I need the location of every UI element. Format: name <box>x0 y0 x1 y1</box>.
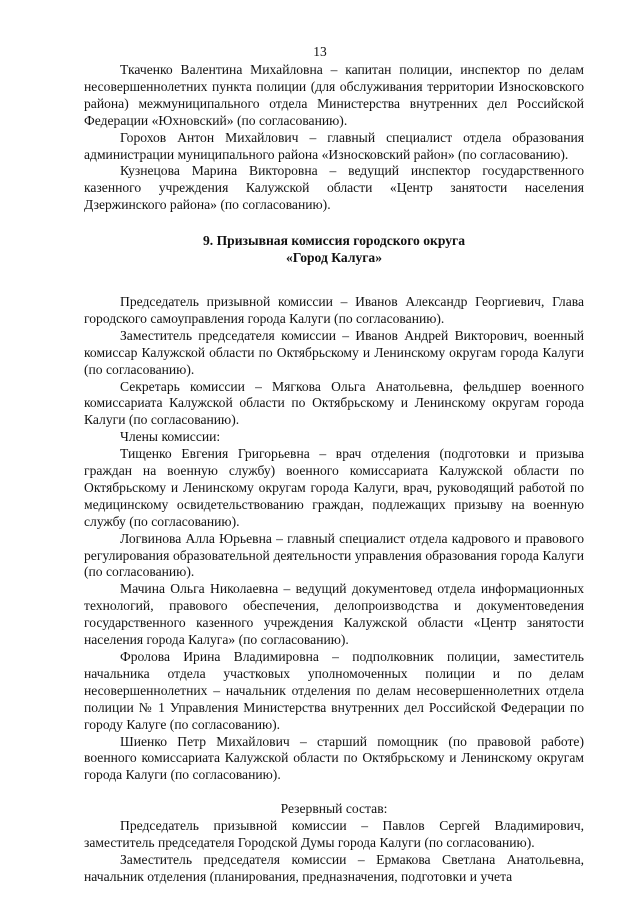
document-body <box>84 62 584 886</box>
member-logvinova: Логвинова Алла Юрьевна – главный специалист отдела кадрового и правового регулирования образовательной деятельности управления образования города Калуги (по согласованию). <box>84 530 584 580</box>
member-frolova: Фролова Ирина Владимировна – подполковник полиции, заместитель начальника отдела участковых уполномоченных полиции и по делам несовершеннолетних – начальник отделения по делам несовершеннолетних отдела полиции № 1 Управления Министерства внутренних дел Российской Федерации по городу Калуге (по согласованию). <box>84 649 584 732</box>
paragraph-chairman: Председатель призывной комиссии – Иванов Александр Георгиевич, Глава городского самоуправления города Калуги (по согласованию). <box>84 293 584 326</box>
paragraph-deputy-chairman: Заместитель председателя комиссии – Иванов Андрей Викторович, военный комиссар Калужской области по Октябрьскому и Ленинскому округам города Калуги (по согласованию). <box>84 327 584 377</box>
member-machina: Мачина Ольга Николаевна – ведущий документовед отдела информационных технологий, правового обеспечения, делопроизводства и документоведения государственного казенного учреждения Калужской области «Центр занятости населения города Калуга» (по согласованию). <box>84 581 584 648</box>
paragraph-kuznetsova: Кузнецова Марина Викторовна – ведущий инспектор государственного казенного учреждения Калужской области «Центр занятости населения Дзержинского района» (по согласованию). <box>84 163 584 213</box>
member-tishchenko: Тищенко Евгения Григорьевна – врач отделения (подготовки и призыва граждан на военную службу) военного комиссариата Калужской области по Октябрьскому и Ленинскому округам города Калуги, врач, руководящий работой по медицинскому освидетельствованию граждан, подлежащих призыву на военную службу (по согласованию). <box>84 446 584 529</box>
paragraph-gorokhov: Горохов Антон Михайлович – главный специалист отдела образования администрации муниципального района «Износковский район» (по согласованию). <box>84 129 584 162</box>
member-shienko: Шиенко Петр Михайлович – старший помощник (по правовой работе) военного комиссариата Калужской области по Октябрьскому и Ленинскому округам города Калуги (по согласованию). <box>84 733 584 783</box>
reserve-deputy-chairman: Заместитель председателя комиссии – Ермакова Светлана Анатольевна, начальник отделения (планирования, предназначения, подготовки и учета <box>84 851 584 884</box>
members-label: Члены комиссии: <box>120 429 221 445</box>
paragraph-secretary: Секретарь комиссии – Мягкова Ольга Анатольевна, фельдшер военного комиссариата Калужской области по Октябрьскому и Ленинскому округам города Калуги (по согласованию). <box>84 378 584 428</box>
section-heading <box>84 233 584 267</box>
section-heading-line1: 9. Призывная комиссия городского округа <box>202 233 466 249</box>
section-heading-line2: «Город Калуга» <box>285 250 383 266</box>
reserve-chairman: Председатель призывной комиссии – Павлов Сергей Владимирович, заместитель председателя Городской Думы города Калуги (по согласованию). <box>84 818 584 851</box>
reserve-label: Резервный состав: <box>280 801 388 817</box>
page-number: 13 <box>313 44 327 59</box>
paragraph-tkachenko: Ткаченко Валентина Михайловна – капитан полиции, инспектор по делам несовершеннолетних пункта полиции (для обслуживания территории Износковского района) межмуниципального отдела Министерства внутренних дел Российской Федерации «Юхновский» (по согласованию). <box>84 62 584 128</box>
